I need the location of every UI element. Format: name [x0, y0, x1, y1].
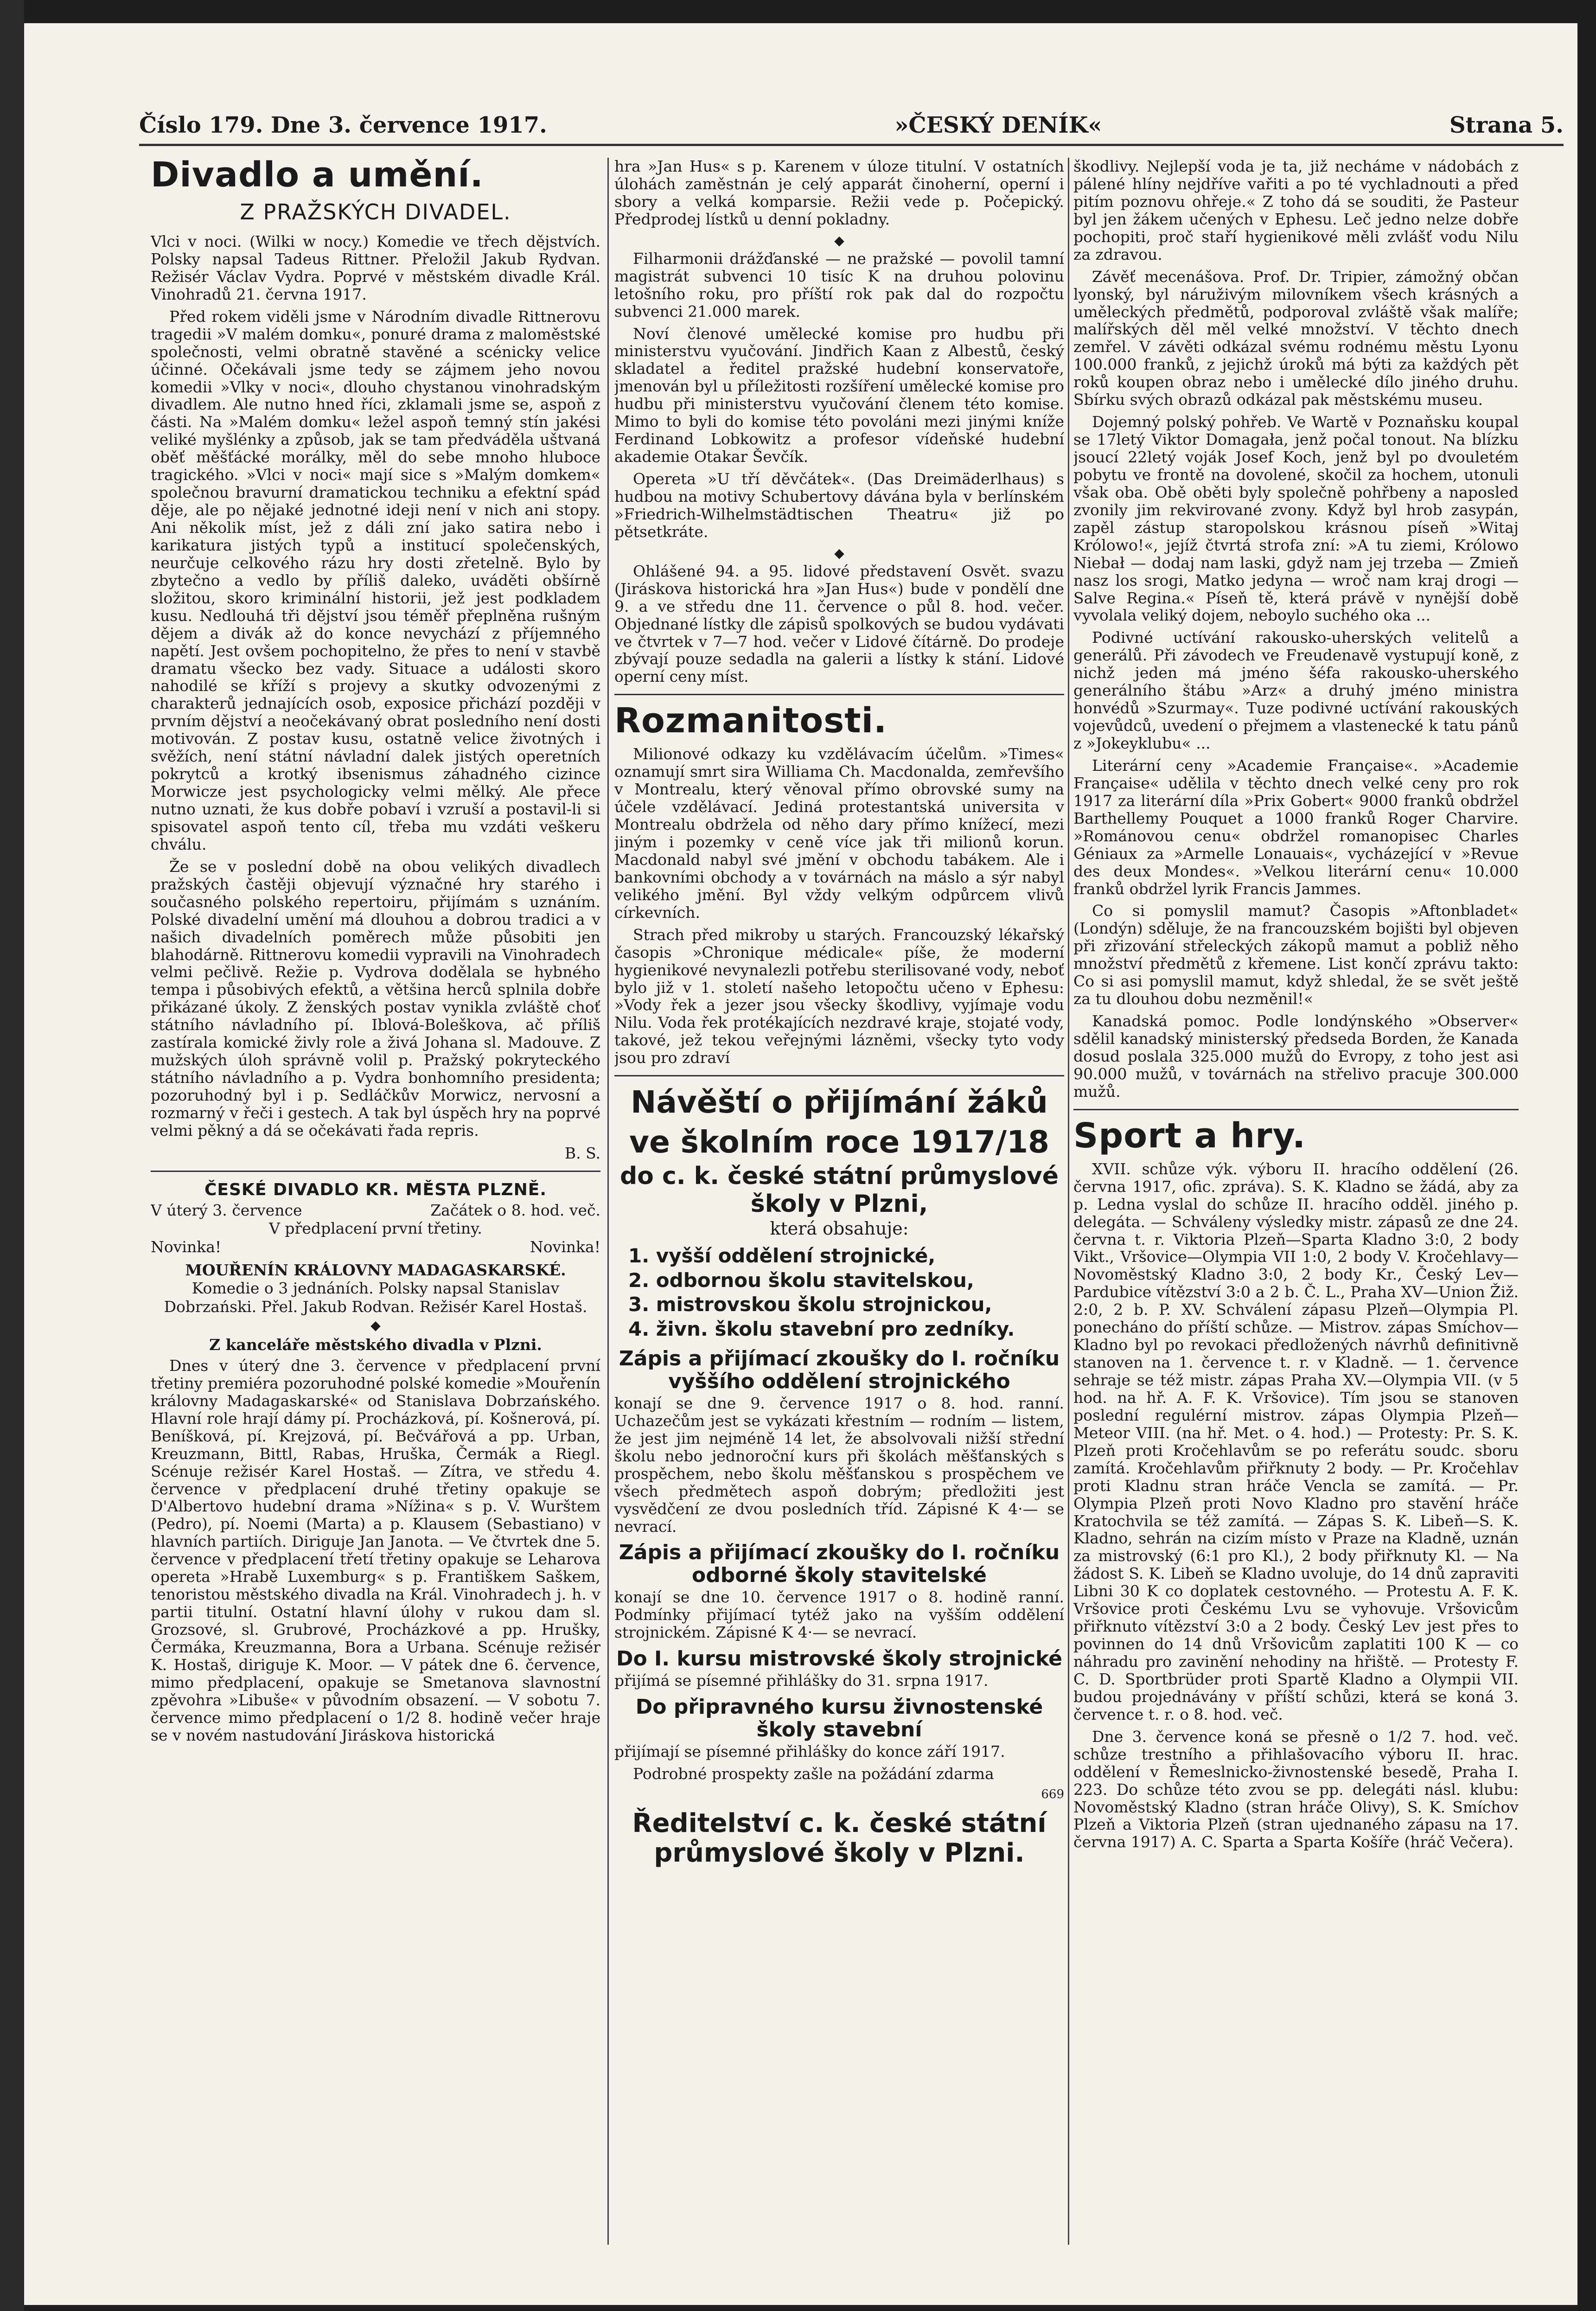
column-rule: [607, 158, 609, 2245]
ad-heading: Do připravného kursu živnostenské školy stavební: [635, 1695, 1043, 1741]
play-description: Komedie o 3 jednáních. Polsky napsal Stanislav Dobrzański. Přel. Jakub Rodvan. Režisér Karel Hostaš.: [164, 1279, 587, 1316]
ad-text: Podrobné prospekty zašle na požádání zdarma: [633, 1765, 994, 1783]
office-notice-text: Dnes v úterý dne 3. července v předplacení první třetiny premiéra pozoruhodné polské komedie »Mouřenín královny Madagaskarské« od Stanislava Dobrzańského. Hlavní role hrají dámy pí. Procházková, pí. Košnerová, pí. Beníšková, pí. Krejzová, pí. Bečvářová a pp. Urban, Kreuzmann, Bittl, Rabas, Hruška, Čermák a Riegl. Scénuje režisér Karel Hostaš. — Zítra, ve středu 4. července v předplacení druhé třetiny opakuje se D'Albertovo hudební drama »Nížina« s p. V. Wurštem (Pedro), pí. Noemi (Marta) a p. Klausem (Sebastiano) v hlavních partiích. Diriguje Jan Janota. — Ve čtvrtek dne 5. července v předplacení třetí třetiny opakuje se Leharova opereta »Hrabě Luxemburg« s p. Františkem Saškem, tenoristou městského divadla na Král. Vinohradech j. h. v partii titulní. Ostatní hlavní úlohy v rukou dam sl. Grozsové, sl. Grubrové, Procházkové a pp. Hrušky, Čermáka, Kreuzmanna, Bora a Urbana. Scénuje režisér K. Hostaš, diriguje K. Moor. — V pátek dne 6. července, mimo předplacení, opakuje se Smetanova slavnostní zpěvohra »Libuše« v původním obsazení. — V sobotu 7. července mimo předplacení o 1/2 8. hodině večer hraje se v novém nastudování Jiráskova historická: [151, 1356, 600, 1744]
divider: [614, 694, 1064, 695]
theatre-notice-row: [151, 1201, 600, 1220]
sport-report: Dne 3. července koná se přesně o 1/2 7. hod. več. schůze trestního a přihlašovacího výboru II. hrac. oddělení v Řemeslnicko-živnostenské besedě, Praha I. 223. Do schůze této zvou se pp. delegáti násl. klubu: Novoměstský Kladno (stran hráče Olivy), S. K. Smíchov Plzeň a Viktoria Plzeň (stran ujednaného zápasu na 17. června 1917) A. C. Sparta a Sparta Košíře (hráč Večera).: [1073, 1727, 1519, 1851]
divider: [614, 1075, 1064, 1076]
office-notice-title: Z kanceláře městského divadla v Plzni.: [209, 1336, 542, 1354]
news-item: Filharmonii drážďanské — ne pražské — povolil tamní magistrát subvenci 10 tisíc K na druhou polovinu letošního roku, pro příští rok pak dal do rozpočtu subvenci 21.000 marek.: [614, 249, 1064, 320]
ornament-icon: ◆: [370, 1318, 381, 1333]
ad-heading: Zápis a přijímací zkoušky do I. ročníku vyššího oddělení strojnického: [619, 1347, 1060, 1393]
news-item: Ohlášené 94. a 95. lidové představení Osvět. svazu (Jiráskova historická hra »Jan Hus«) bude v pondělí dne 9. a ve středu dne 11. července o půl 8. hod. večer. Objednané lístky dle zápisů spolkových se budou vydávati ve čtvrtek v 7—7 hod. večer v Lidové čítárně. Do prodeje zbývají pouze sedadla na galerii a lístky k stání. Lidové operní ceny míst.: [614, 562, 1064, 686]
ad-department: 1. vyšší oddělení strojnické,: [628, 1244, 936, 1268]
news-item: Podivné uctívání rakousko-uherských velitelů a generálů. Při závodech ve Freudenavě vystupují koně, z nichž jeden má jméno šéfa rakousko-uherského generálního štábu »Arz« a druhý jméno ministra honvédů »Szurmay«. Tuze podivné uctívání rakouských vojevůdců, uvedení o přejmem a vlastenecké k tatu pánů z »Jokeyklubu« ...: [1073, 628, 1519, 752]
section-title-rozmanitosti: Rozmanitosti.: [614, 701, 887, 741]
ad-title: ve školním roce 1917/18: [629, 1124, 1049, 1160]
article-continuation: hra »Jan Hus« s p. Karenem v úloze titulní. V ostatních úlohách zaměstnán je celý apparát činoherní, operní i sbory a velká komparsie. Režii vede p. Počepický. Předprodej lístků u denní pokladny.: [614, 158, 1064, 228]
theatre-notice-title: ČESKÉ DIVADLO KR. MĚSTA PLZNĚ.: [204, 1180, 547, 1199]
paper-name: »ČESKÝ DENÍK«: [894, 112, 1102, 138]
ad-text: přijímají se písemné přihlášky do konce září 1917.: [614, 1742, 1005, 1761]
column-rule: [1068, 158, 1069, 2245]
news-item: Milionové odkazy ku vzdělávacím účelům. »Times« oznamují smrt sira Williama Ch. Macdonalda, zemřevšího v Montrealu, který věnoval přímo obrovské sumy na účele vzdělávací. Jediná protestantská universita v Montrealu obdržela od něho dary přímo knížecí, mezi jiným i pozemky v ceně více jak tři milionů korun. Macdonald nabyl své jmění v obchodu tabákem. Ale i bankovními obchody a v továrnách na máslo a sýr nabyl velikého jmění. Byl vždy velkým odpůrcem vlivů církevních.: [614, 745, 1064, 922]
ad-subtitle: do c. k. české státní průmyslové školy v Plzni,: [619, 1162, 1059, 1218]
ad-signature: Ředitelství c. k. české státní průmyslové školy v Plzni.: [632, 1808, 1047, 1869]
page-header: [139, 107, 1564, 146]
ad-department: 4. živn. školu stavební pro zedníky.: [628, 1317, 1015, 1340]
column-2: [614, 158, 1064, 2273]
ad-departments: [628, 1244, 1064, 1341]
section-title-sport: Sport a hry.: [1073, 1115, 1306, 1156]
news-item: Co si pomyslil mamut? Časopis »Aftonbladet« (Londýn) sděluje, že na francouzském bojišti byl objeven při zřizování střeleckých zákopů mamut a pobliž něho množství předmětů z křemene. List končí zprávu takto: Co si asi pomyslil mamut, když shledal, že se svět ještě za tu dlouhou dobu nezměnil!«: [1073, 902, 1519, 1008]
news-item: Závěť mecenášova. Prof. Dr. Tripier, zámožný občan lyonský, byl náruživým milovníkem všech krásných a uměleckých předmětů, podporoval zvláště však malíře; malířských děl měl velké množství. V těchto dnech zemřel. V závěti odkázal svému rodnému městu Lyonu 100.000 franků, z jejichž úroků má býti za každých pět roků koupen obraz nebo i umělecké dílo jiného druhu. Sbírku svých obrazů odkázal pak městskému museu.: [1073, 267, 1519, 409]
ad-intro: která obsahuje:: [770, 1218, 909, 1239]
ad-text: konají se dne 10. července 1917 o 8. hodině ranní. Podmínky přijímací tytéž jako na vyšším oddělení strojnickém. Zápisné K 4·— se nevrací.: [614, 1588, 1064, 1642]
novelty-label: Novinka!: [151, 1238, 222, 1256]
news-item: Opereta »U tří děvčátek«. (Das Dreimäderlhaus) s hudbou na motivy Schubertovy dávána byla v berlínském »Friedrich-Wilhelmstädtischen Theatru« již po pětsetkráte.: [614, 470, 1064, 541]
article-continuation: škodlivy. Nejlepší voda je ta, již necháme v nádobách z pálené hlíny nejdříve vařiti a po té vychladnouti a před pitím poznovu ohřeje.« Z toho dá se souditi, že Pasteur byl jen žákem učených v Ephesu. Leč jedno nelze dobře pochopiti, proč staří hygienikové měli zvlášť vodu Nilu za zdravou.: [1073, 158, 1519, 263]
school-advertisement: [614, 1085, 1064, 1869]
theatre-notice-row: [151, 1238, 600, 1256]
page-number: Strana 5.: [1449, 112, 1564, 138]
subheading-prague-theatres: Z PRAŽSKÝCH DIVADEL.: [240, 199, 511, 224]
news-item: Noví členové umělecké komise pro hudbu při ministerstvu vyučování. Jindřich Kaan z Albestů, český skladatel a ředitel pražské hudební konservatoře, jmenován byl u příležitosti rozšíření umělecké komise pro hudbu při ministerstvu vyučování členem této komise. Mimo to byli do komise této povoláni mezi jinými kníže Ferdinand Lobkowitz a profesor vídeňské hudební akademie Otakar Ševčík.: [614, 324, 1064, 466]
news-item: Kanadská pomoc. Podle londýnského »Observer« sdělil kanadský ministerský předseda Borden, že Kanada dosud poslala 325.000 mužů do Evropy, z toho jest asi 90.000 mužů, v továrnách na střelivo pracuje 300.000 mužů.: [1073, 1012, 1519, 1101]
article-lead: Vlci v noci. (Wilki w nocy.) Komedie ve třech dějstvích. Polsky napsal Tadeus Rittner. Přeložil Jakub Rydvan. Režisér Václav Vydra. Poprvé v městském divadle Král. Vinohradů 21. června 1917.: [151, 232, 600, 303]
divider: [1073, 1109, 1519, 1110]
sport-report: XVII. schůze výk. výboru II. hracího oddělení (26. června 1917, ofic. zpráva). S. K. Kladno se žádá, aby za p. Ledna vyslal do schůze II. hracího odděl. jiného p. delegáta. — Schváleny výsledky mistr. zápasů ze dne 24. června t. r. Viktoria Plzeň—Sparta Kladno 3:0, 2 body Vikt., Vršovice—Olympia VII 1:0, 2 body V. Kročehlavy—Novoměstský Kladno 3:0, 2 body Kr., Český Lev—Pardubice vítězství 3:0 a 2 b. Č. L., Praha XV—Union Žiž. 2:0, 2 b. P. XV. Schválení zápasu Plzeň—Olympia Pl. ponecháno do příští schůze. — Mistrov. zápas Smíchov—Kladno byl po revokaci předložených návrhů definitivně stanoven na 1. července t. r. v Kladně. — 1. července sehraje se též mistr. zápas Praha XV.—Olympia VII. (v 5 hod. na hř. A. F. K. Vršovice). Tím jsou se stanoven poslední regulérní mistrov. zápas Olympia Plzeň—Meteor VIII. (na hř. Met. o 4. hod.) — Protesty: Pr. S. K. Plzeň proti Kročehlavům se po referátu soudc. sboru zamítá. Kročehlavům přiřknuty 2 body. — Pr. Kročehlav proti Kladnu stran hráče Vencla se zamítá. — Pr. Olympia Plzeň proti Novo Kladno pro stavění hráče Kratochvila se též zamítá. — Zápas S. K. Libeň—S. K. Kladno, sehrán na cizím místo v Praze na Kladně, uznán za mistrovský (6:1 pro Kl.), 2 body přiřknuty Kl. — Na žádost S. K. Libeň se Kladno uvoluje, do 14 dnů zapraviti Libni 30 K co doplatek cestovného. — Protestu A. F. K. Vršovice proti Českému Lvu se vyhovuje. Vršovicům přiřknuto vítězství 3:0 a 2 body. Český Lev jest přes to povinnen do 14 dnů Vršovicům zaplatiti 100 K — co náhradu pro zavinění nehodiny na hřiště. — Protesty F. C. D. Sportbrüder proti Spartě Kladno a Olympii VII. budou projednávány v příští schůzi, která se koná 3. července t. r. o 8. hod. več.: [1073, 1159, 1519, 1723]
notice-start: Začátek o 8. hod. več.: [430, 1201, 600, 1219]
news-item: Strach před mikroby u starých. Francouzský lékařský časopis »Chronique médicale« píše, že moderní hygienikové nevynalezli potřebu sterilisované vody, neboť bylo již v 1. století našeho letopočtu učeno v Ephesu: »Vody řek a jezer jsou všecky škodlivy, vyjímaje vodu Nilu. Voda řek protékajících nezdravé kraje, stojaté vody, takové, jež tekou veřejnými lázněmi, všecky tyto vody jsou pro zdraví: [614, 925, 1064, 1067]
ad-department: 2. odbornou školu stavitelskou,: [628, 1268, 974, 1292]
ad-heading: Do I. kursu mistrovské školy strojnické: [616, 1647, 1062, 1671]
ad-heading: Zápis a přijímací zkoušky do I. ročníku odborné školy stavitelské: [619, 1541, 1060, 1587]
notice-subscription: V předplacení první třetiny.: [269, 1219, 482, 1238]
ornament-icon: ◆: [834, 232, 844, 248]
novelty-label: Novinka!: [530, 1238, 600, 1256]
play-title: MOUŘENÍN KRÁLOVNY MADAGASKARSKÉ.: [185, 1261, 566, 1279]
ornament-icon: ◆: [834, 545, 844, 561]
ad-title: Návěští o přijímání žáků: [631, 1084, 1048, 1120]
ad-number: 669: [1041, 1787, 1064, 1802]
ad-text: přijímá se písemné přihlášky do 31. srpna 1917.: [614, 1671, 989, 1690]
article-paragraph: Že se v poslední době na obou velikých divadlech pražských častěji objevují význačné hry starého i současného polského repertoiru, přijímám s uznáním. Polské divadelní umění má dlouhou a dobrou tradici a v našich divadelních poměrech může působiti jen blahodárně. Rittnerovu komedii vypravili na Vinohradech velmi pečlivě. Režie p. Vydrova dodělala se hybného tempa i působivých efektů, a většina herců splnila dobře přikázané úkoly. Z ženských postav vynikla zvláště choť státního návladního pí. Iblová-Boleškova, ač příliš zastírala komické živly role a živá Johana sl. Madouve. Z mužských úloh správně volil p. Pražský pokryteckého státního návladního a p. Vydra bonhomního presidenta; pozoruhodný byl i p. Sedláčkův Morwicz, nervosní a rozmarný v řeči i gestech. A tak byl úspěch hry na poprvé velmi pěkný a dá se očekávati řada repris.: [151, 857, 600, 1139]
binding-edge: [0, 0, 24, 2311]
column-1: [151, 158, 600, 2273]
section-title-divadlo: Divadlo a umění.: [151, 158, 484, 195]
article-paragraph: Před rokem viděli jsme v Národním divadle Rittnerovu tragedii »V malém domku«, ponuré drama z maloměstské společnosti, velmi obratně stavěné a scénicky velice účinné. Očekávali jsme tedy se zájmem jeho novou komedii »Vlky v noci«, dlouho chystanou vinohradským divadlem. Ale nutno hned říci, zklamali jsme se, aspoň z části. Na »Malém domku« ležel aspoň temný stín jakési veliké myšlénky a způsob, jak se tam předváděla uštvaná oběť měšťácké morálky, měl do sebe mnoho hluboce tragického. »Vlci v noci« mají sice s »Malým domkem« společnou bravurní dramatickou techniku a efektní spád děje, ale po nějaké jednotné ideji není v nich ani stopy. Ani několik míst, jež z dáli zní jako satira nebo i karikatura jistých typů a institucí společenských, neurčuje celkového rázu hry dosti zřetelně. Bylo by zbytečno a vedlo by příliš daleko, uváděti obšírně složitou, skoro kriminální historii, jež jest podkladem kusu. Nedlouhá tři dějství jsou téměř přeplněna rušným dějem a divák až do konce nevychází z příjemného napětí. Jest ovšem pochopitelno, že přes to není v stavbě dramatu všecko bez vady. Situace a události skoro nahodilé se kříží s projevy a skutky odvozenými z charakterů jednajících osob, exposice přichází později v prvním dějství a neočekávaný obrat posledního není dosti motivován. Z postav kusu, ostatně velice životných i svěžích, není státní návladní dalek jistých operetních pokrytců a krotký ibsenismus záhadného cizince Morwicze jest psychologicky velmi mělký. Ale přece nutno uznati, že kus dobře pobaví i vzruší a postavil-li si spisovatel aspoň tento cíl, třeba mu vzdáti veškeru chválu.: [151, 307, 600, 853]
news-item: Dojemný polský pohřeb. Ve Wartě v Poznaňsku koupal se 17letý Viktor Domagała, jenž počal tonout. Na blízku jsoucí 22letý voják Josef Koch, jenž byl po dvouletém pobytu ve frontě na dovolené, skočil za hochem, utonuli však oba. Obě oběti byly společně pohřbeny a naposled zvonily jim rekvirované zvony. Když byl hrob zasypán, zapěl zástup staropolskou krásnou píseň »Witaj Królowo!«, jejíž čtvrtá strofa zní: »A tu ziemi, Królowo Niebał — dodaj nam laski, gdyž nam jej trzeba — Zmieň nasz los srogi, Matko jedyna — wroč nam kraj drogi — Salve Regina.« Píseň tě, která právě v nynější době vyvolala veliký dojem, neboylo suchého oka ...: [1073, 413, 1519, 625]
notice-date: V úterý 3. července: [151, 1201, 302, 1219]
divider: [151, 1171, 600, 1172]
article-signature: B. S.: [564, 1144, 600, 1162]
news-item: Literární ceny »Academie Française«. »Academie Française« udělila v těchto dnech velké ceny pro rok 1917 za literární díla »Prix Gobert« 9000 franků obdržel Barthellemy Pouquet a 1000 franků Roger Charvire. »Románovou cenu« obdržel romanopisec Charles Géniaux za »Armelle Lonauais«, vycházející v »Revue des deux Mondes«. »Velkou literární cenu« 10.000 franků obdržel lyrik Francis Jammes.: [1073, 756, 1519, 898]
ad-text: konají se dne 9. července 1917 o 8. hod. ranní. Uchazečům jest se vykázati křestním — rodním — listem, že jest jim nejméně 14 let, že absolvovali nižší střední školu nebo jednoroční kurs při školách měšťanských s prospěchem, nebo školu měšťanskou s prospěchem ve všech předmětech aspoň dobrým; předložiti jest vysvědčení ze dvou posledních tříd. Zápisné K 4·— se nevrací.: [614, 1394, 1064, 1536]
ad-department: 3. mistrovskou školu strojnickou,: [628, 1293, 992, 1316]
issue-date: Číslo 179. Dne 3. července 1917.: [139, 112, 547, 138]
column-3: [1073, 158, 1519, 2273]
